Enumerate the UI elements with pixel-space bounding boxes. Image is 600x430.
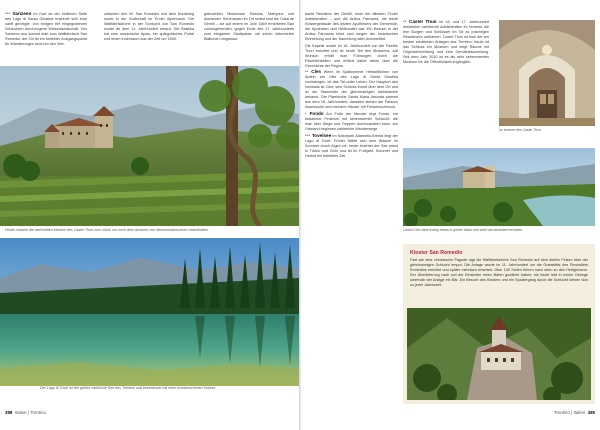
star-rating: *** [305, 132, 311, 138]
page-footer-right [554, 410, 595, 415]
right-page [301, 0, 600, 430]
right-col-1 [305, 12, 398, 404]
left-page [0, 0, 299, 430]
body-text: Wenn im Spätsommer Hektarflächen von Äpfeln am Ufer des Lago di Santa Giustina hochsteigen, ist das Tal voller Leben. Der Hauptort des Nonstals ist Cles; sein Schloss thront über dem Ort und ist als Stammsitz der gleichnamigen Adelsfamilie bekannt. Die Pfarrkirche Santa Maria Assunta stammt aus dem 16. Jahrhundert, daneben stehen der Palazzo Assessorile und mehrere Häuser mit Freskenschmuck. [305, 70, 398, 110]
lake-photo [0, 238, 299, 386]
section-heading-cles: Cles [311, 69, 322, 75]
interior-photo [499, 20, 595, 126]
section-heading-castel-thun: Castel Thun [409, 20, 437, 24]
info-box-text: Fast wie eine chinesische Pagode ragt die Wallfahrtskirche San Romedio auf dem steilen Felsen über der gleichnamigen Schlucht empor. Die Anlage wurde im 11. Jahrhundert um die Grabstätte des Einsiedlers Romedius errichtet und später mehrfach erweitert. Über 130 Stufen führen nach oben zu den Heiligtümern. Der Überlieferung nach soll der Einsiedler einen Bären gezähmt haben; bis heute lebt in einem Gehege unterhalb der Anlage ein Bär. Ein Besuch des Klosters und ein Spaziergang durch die Schlucht lohnen sich zu jeder Jahreszeit. [410, 258, 588, 287]
left-col-1 [5, 12, 87, 62]
right-col-2 [403, 20, 489, 138]
page-footer-left [5, 410, 46, 415]
section-heading-tovel: Tovelsee [311, 132, 332, 138]
body-text: Die Kapelle wurde im 16. Jahrhundert von der Familie Thun errichtet und ist heute Teil des Museums. Auf Wunsch erhält man Führungen durch die Räumlichkeiten und erfährt dabei vieles über die Geschichte der Region. [305, 43, 398, 68]
section-heading-fondo: Fondo [309, 111, 324, 117]
body-text: Im 16. und 17. Jahrhundert residierten zahlreiche Adelsfamilien im Nonstal, die ihre Burgen und Schlösser im Tal zu prächtigen Residenzen umbauten. Castel Thun ist eine der am besten erhaltenen Anlagen des Trentino; heute ist das Schloss ein Museum und zeigt Räume mit Originaleinrichtung und eine Gemäldesammlung. Seit dem Jahr 2010 ist es als sehr sehenswertes Museum für die Öffentlichkeit zugänglich. [403, 20, 489, 64]
body-text: zwischen den hll. San Romedio und dem Nonsberg sowie in der Grafschaft im Tiroler Alpenraum. Die Wallfahrtskirche in der Schlucht von San Romedio wurde ab dem 11. Jahrhundert erbaut. Die Basilika hat eine romanische Apsis, ein spätgotisches Portal und einen Innenraum aus der Zeit um 1500. [104, 12, 194, 41]
body-text: Im Naturpark Adamello-Brenta liegt der Lago di Tovel. Früher färbte sich sein Wasser im Sommer durch Algen rot; heute leuchtet der See meist in Türkis und Grün und ist im Frühjahr, Sommer und Herbst ein beliebtes Ziel. [305, 133, 398, 158]
info-box-san-romedio [403, 244, 595, 404]
page-number: 388 [5, 410, 13, 415]
info-box-title: Kloster San Romedio [410, 250, 463, 256]
body-text: baute Residenz der Gentili, einer der ältesten Tiroler Adelsfamilien – und die Antica Farmacia, die letzte Klöstergebäude des letzten Apothekers der Gemeinde, der Apotheker und Heilkundler war. Ein Besuch in der Antica Farmacia lohnt sich wegen der historischen Einrichtung und der Sammlung alter Arzneimittel. [305, 12, 398, 41]
star-rating: ** [305, 69, 309, 75]
body-text: Im Dorf an der östlichen Seite des Lago di Santa Giustina erstreckt sich eine sanft geneigte, von einigen tief eingegrabenen Schluchten durchzogene Wiesenlandschaft. Von Sanzeno aus kommt man zum Wallfahrtsort San Romedio; der Ort ist ein beliebter Ausgangspunkt für Wanderungen rund um den See. [5, 12, 87, 46]
cles-photo [403, 148, 595, 226]
castle-photo [0, 66, 299, 226]
star-rating: ** [403, 20, 407, 24]
photo-caption-cles: Castel Cles steht trutzig etwas in grüner Natur und wirkt wie bezaubert erhaben. [403, 228, 524, 232]
photo-caption-lake: Der Lago di Tovel ist der größte natürliche See des Trentino und beeindruckt mit einer wunderschönen Kulisse. [40, 386, 217, 390]
photo-caption-interior: Im Inneren des Castel Thun [499, 128, 541, 132]
left-col-2 [104, 12, 194, 62]
san-romedio-photo [407, 308, 591, 400]
footer-section: Trentino | Italien [553, 410, 586, 415]
star-rating: *** [5, 12, 11, 16]
page-number: 389 [587, 410, 595, 415]
photo-caption-castle: Heute müssen die wehrhaften Mauern des Castel Thun zum Glück nur noch dem Ansturm von Museumsbesuchern standhalten. [5, 228, 210, 232]
footer-section: Italien | Trentino [14, 410, 46, 415]
left-col-3 [204, 12, 294, 62]
star-rating: * [305, 111, 307, 117]
body-text: gebrachten Missionare Sisinius, Martyrius und Alexander. Sehenswert im Ort selbst sind die Casa de Gentili – sie auf einem im Jahr 1569 errichteten Bau zurückgehenden, gegen Ende des 17. Jahrhunderts zum eleganten Stadtpalais mit schön dekorierten Balkonen umgebaut. [204, 12, 294, 41]
section-heading-sanzeno: Sanzeno [12, 12, 32, 16]
body-text: Am Fuße der Mendel liegt Fondo, ein bekannter Ferienort mit sehenswerter Schlucht, die man über Stege und Treppen durchwandern kann. Am Ortsrand beginnen zahlreiche Wanderwege. [305, 112, 398, 131]
